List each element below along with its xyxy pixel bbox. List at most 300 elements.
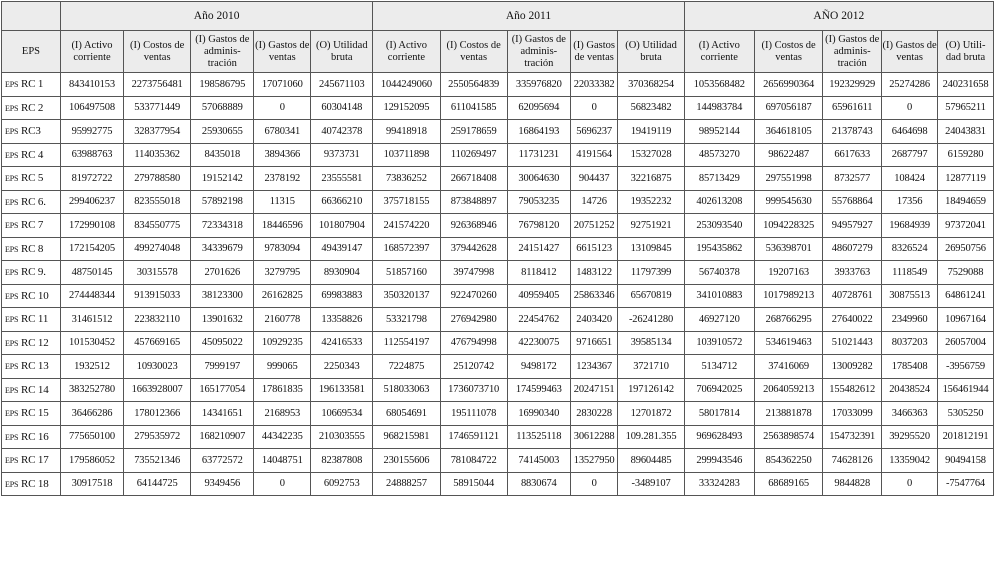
value-cell: 268766295 <box>754 308 822 332</box>
value-cell: 81972722 <box>60 167 123 191</box>
row-label-cell <box>2 331 61 355</box>
value-cell: 98952144 <box>684 120 754 144</box>
value-cell: 40742378 <box>311 120 373 144</box>
row-label-cell <box>2 449 61 473</box>
value-cell: 14048751 <box>254 449 311 473</box>
value-cell: 179586052 <box>60 449 123 473</box>
value-cell: 18494659 <box>938 190 994 214</box>
value-cell: 48607279 <box>823 237 882 261</box>
row-label: RC 9. <box>20 266 46 279</box>
value-cell: 56823482 <box>618 96 684 120</box>
value-cell: 94957927 <box>823 214 882 238</box>
value-cell: 9716651 <box>570 331 618 355</box>
table-row <box>2 308 994 332</box>
value-cell: 89604485 <box>618 449 684 473</box>
row-label-cell <box>2 472 61 496</box>
value-cell: 26162825 <box>254 284 311 308</box>
value-cell: 99418918 <box>373 120 440 144</box>
row-label-cell <box>2 96 61 120</box>
value-cell: 39747998 <box>440 261 507 285</box>
table-row <box>2 96 994 120</box>
value-cell: 8118412 <box>507 261 570 285</box>
value-cell: 112554197 <box>373 331 440 355</box>
value-cell: 24043831 <box>938 120 994 144</box>
value-cell: 196133581 <box>311 378 373 402</box>
value-cell: 21378743 <box>823 120 882 144</box>
table-row <box>2 378 994 402</box>
value-cell: 101530452 <box>60 331 123 355</box>
year-header-2012: AÑO 2012 <box>684 2 993 31</box>
value-cell: 0 <box>254 472 311 496</box>
year-header-2011: Año 2011 <box>373 2 684 31</box>
eps-prefix: EPS <box>5 315 19 325</box>
value-cell: 68689165 <box>754 472 822 496</box>
value-cell: 370368254 <box>618 73 684 97</box>
value-cell: 3894366 <box>254 143 311 167</box>
value-cell: 64144725 <box>124 472 191 496</box>
value-cell: 0 <box>570 96 618 120</box>
value-cell: 8435018 <box>191 143 254 167</box>
value-cell: 20751252 <box>570 214 618 238</box>
value-cell: 1044249060 <box>373 73 440 97</box>
value-cell: 19684939 <box>882 214 938 238</box>
row-label: RC 17 <box>20 454 49 467</box>
value-cell: 1932512 <box>60 355 123 379</box>
value-cell: 17033099 <box>823 402 882 426</box>
row-label: RC 14 <box>20 383 49 396</box>
value-cell: 16864193 <box>507 120 570 144</box>
value-cell: 92751921 <box>618 214 684 238</box>
value-cell: 2064059213 <box>754 378 822 402</box>
value-cell: 172154205 <box>60 237 123 261</box>
value-cell: 36466286 <box>60 402 123 426</box>
value-cell: 457669165 <box>124 331 191 355</box>
value-cell: 51021443 <box>823 331 882 355</box>
value-cell: 241574220 <box>373 214 440 238</box>
column-header: (I) Gastos de ventas <box>570 31 618 73</box>
value-cell: 5305250 <box>938 402 994 426</box>
value-cell: 5134712 <box>684 355 754 379</box>
value-cell: -26241280 <box>618 308 684 332</box>
row-label-cell <box>2 402 61 426</box>
value-cell: 253093540 <box>684 214 754 238</box>
value-cell: 51857160 <box>373 261 440 285</box>
column-header: (I) Costos de ventas <box>440 31 507 73</box>
value-cell: 39585134 <box>618 331 684 355</box>
value-cell: 73836252 <box>373 167 440 191</box>
value-cell: 108424 <box>882 167 938 191</box>
row-label: RC 5 <box>20 172 44 185</box>
value-cell: 57892198 <box>191 190 254 214</box>
value-cell: 10929235 <box>254 331 311 355</box>
value-cell: 8830674 <box>507 472 570 496</box>
value-cell: 198586795 <box>191 73 254 97</box>
table-row <box>2 402 994 426</box>
value-cell: 103910572 <box>684 331 754 355</box>
value-cell: 1785408 <box>882 355 938 379</box>
value-cell: 114035362 <box>124 143 191 167</box>
value-cell: 10930023 <box>124 355 191 379</box>
value-cell: 42416533 <box>311 331 373 355</box>
value-cell: 57965211 <box>938 96 994 120</box>
row-label: RC 4 <box>20 148 44 161</box>
value-cell: 9373731 <box>311 143 373 167</box>
value-cell: 4191564 <box>570 143 618 167</box>
value-cell: 13358826 <box>311 308 373 332</box>
column-header: (I) Gastos de adminis-tración <box>823 31 882 73</box>
column-header: (I) Gastos de ventas <box>254 31 311 73</box>
value-cell: 154732391 <box>823 425 882 449</box>
value-cell: 2349960 <box>882 308 938 332</box>
value-cell: 65670819 <box>618 284 684 308</box>
value-cell: 3466363 <box>882 402 938 426</box>
value-cell: 30917518 <box>60 472 123 496</box>
value-cell: 775650100 <box>60 425 123 449</box>
eps-prefix: EPS <box>5 197 19 207</box>
value-cell: 48573270 <box>684 143 754 167</box>
value-cell: 2168953 <box>254 402 311 426</box>
row-label-cell <box>2 308 61 332</box>
value-cell: 101807904 <box>311 214 373 238</box>
value-cell: 2656990364 <box>754 73 822 97</box>
table-row <box>2 73 994 97</box>
row-label: RC 7 <box>20 219 44 232</box>
value-cell: 379442628 <box>440 237 507 261</box>
value-cell: 536398701 <box>754 237 822 261</box>
value-cell: 58915044 <box>440 472 507 496</box>
financial-data-table <box>1 1 994 496</box>
value-cell: 17356 <box>882 190 938 214</box>
row-label-cell <box>2 378 61 402</box>
value-cell: 156461944 <box>938 378 994 402</box>
value-cell: 854362250 <box>754 449 822 473</box>
value-cell: 6159280 <box>938 143 994 167</box>
value-cell: 90494158 <box>938 449 994 473</box>
eps-prefix: EPS <box>5 150 19 160</box>
value-cell: 15327028 <box>618 143 684 167</box>
value-cell: 299943546 <box>684 449 754 473</box>
row-label-cell <box>2 284 61 308</box>
value-cell: 341010883 <box>684 284 754 308</box>
value-cell: 279788580 <box>124 167 191 191</box>
value-cell: 0 <box>570 472 618 496</box>
value-cell: 57068889 <box>191 96 254 120</box>
row-label-cell <box>2 237 61 261</box>
value-cell: 3933763 <box>823 261 882 285</box>
value-cell: 1094228325 <box>754 214 822 238</box>
value-cell: 144983784 <box>684 96 754 120</box>
row-label: RC 13 <box>20 360 49 373</box>
value-cell: 9844828 <box>823 472 882 496</box>
value-cell: 213881878 <box>754 402 822 426</box>
value-cell: 106497508 <box>60 96 123 120</box>
value-cell: 23555581 <box>311 167 373 191</box>
value-cell: 383252780 <box>60 378 123 402</box>
value-cell: 1118549 <box>882 261 938 285</box>
value-cell: 12877119 <box>938 167 994 191</box>
value-cell: 3279795 <box>254 261 311 285</box>
row-label-cell <box>2 167 61 191</box>
value-cell: 9498172 <box>507 355 570 379</box>
value-cell: 19419119 <box>618 120 684 144</box>
value-cell: 24151427 <box>507 237 570 261</box>
value-cell: 37416069 <box>754 355 822 379</box>
value-cell: 6092753 <box>311 472 373 496</box>
value-cell: 25863346 <box>570 284 618 308</box>
value-cell: 82387808 <box>311 449 373 473</box>
value-cell: 25930655 <box>191 120 254 144</box>
value-cell: 79053235 <box>507 190 570 214</box>
eps-prefix: EPS <box>5 103 19 113</box>
value-cell: 1234367 <box>570 355 618 379</box>
value-cell: 30612288 <box>570 425 618 449</box>
value-cell: 2403420 <box>570 308 618 332</box>
value-cell: 1736073710 <box>440 378 507 402</box>
value-cell: 72334318 <box>191 214 254 238</box>
column-header: (I) Activo corriente <box>60 31 123 73</box>
value-cell: 2687797 <box>882 143 938 167</box>
table-row <box>2 237 994 261</box>
value-cell: 44342235 <box>254 425 311 449</box>
value-cell: 279535972 <box>124 425 191 449</box>
value-cell: 999545630 <box>754 190 822 214</box>
value-cell: 999065 <box>254 355 311 379</box>
value-cell: 873848897 <box>440 190 507 214</box>
value-cell: 2701626 <box>191 261 254 285</box>
table-row <box>2 425 994 449</box>
column-header: (I) Costos de ventas <box>754 31 822 73</box>
eps-prefix: EPS <box>5 432 19 442</box>
value-cell: 2378192 <box>254 167 311 191</box>
row-label-cell <box>2 190 61 214</box>
value-cell: 40959405 <box>507 284 570 308</box>
value-cell: 113525118 <box>507 425 570 449</box>
value-cell: 7999197 <box>191 355 254 379</box>
row-label: RC 16 <box>20 430 49 443</box>
value-cell: 299406237 <box>60 190 123 214</box>
table-row <box>2 190 994 214</box>
value-cell: 0 <box>882 96 938 120</box>
eps-prefix: EPS <box>5 268 19 278</box>
value-cell: 85713429 <box>684 167 754 191</box>
value-cell: 1746591121 <box>440 425 507 449</box>
value-cell: 49439147 <box>311 237 373 261</box>
value-cell: 64861241 <box>938 284 994 308</box>
value-cell: 328377954 <box>124 120 191 144</box>
column-header: (I) Costos de ventas <box>124 31 191 73</box>
value-cell: 6780341 <box>254 120 311 144</box>
value-cell: 781084722 <box>440 449 507 473</box>
value-cell: 926368946 <box>440 214 507 238</box>
eps-prefix: EPS <box>5 291 19 301</box>
value-cell: 20247151 <box>570 378 618 402</box>
value-cell: -7547764 <box>938 472 994 496</box>
column-header: (O) Utilidad bruta <box>618 31 684 73</box>
value-cell: 2160778 <box>254 308 311 332</box>
value-cell: 11315 <box>254 190 311 214</box>
value-cell: 18446596 <box>254 214 311 238</box>
value-cell: 1017989213 <box>754 284 822 308</box>
value-cell: 2250343 <box>311 355 373 379</box>
value-cell: 245671103 <box>311 73 373 97</box>
value-cell: 48750145 <box>60 261 123 285</box>
table-row <box>2 214 994 238</box>
value-cell: 913915033 <box>124 284 191 308</box>
value-cell: 274448344 <box>60 284 123 308</box>
value-cell: 1663928007 <box>124 378 191 402</box>
value-cell: 10967164 <box>938 308 994 332</box>
row-label-cell <box>2 143 61 167</box>
value-cell: 6615123 <box>570 237 618 261</box>
eps-prefix: EPS <box>5 385 19 395</box>
value-cell: 129152095 <box>373 96 440 120</box>
value-cell: 109.281.355 <box>618 425 684 449</box>
value-cell: 223832110 <box>124 308 191 332</box>
value-cell: 14341651 <box>191 402 254 426</box>
value-cell: 165177054 <box>191 378 254 402</box>
column-header: (O) Utili-dad bruta <box>938 31 994 73</box>
column-header: (O) Utilidad bruta <box>311 31 373 73</box>
table-row <box>2 261 994 285</box>
value-cell: 968215981 <box>373 425 440 449</box>
value-cell: 25274286 <box>882 73 938 97</box>
value-cell: 8732577 <box>823 167 882 191</box>
value-cell: 97372041 <box>938 214 994 238</box>
value-cell: 16990340 <box>507 402 570 426</box>
row-label-cell <box>2 120 61 144</box>
value-cell: 276942980 <box>440 308 507 332</box>
eps-column-header: EPS <box>2 31 61 73</box>
value-cell: 22033382 <box>570 73 618 97</box>
year-header-2010: Año 2010 <box>60 2 372 31</box>
value-cell: 12701872 <box>618 402 684 426</box>
eps-prefix: EPS <box>5 409 19 419</box>
value-cell: 3721710 <box>618 355 684 379</box>
value-cell: 195435862 <box>684 237 754 261</box>
value-cell: 2830228 <box>570 402 618 426</box>
eps-prefix: EPS <box>5 362 19 372</box>
table-row <box>2 120 994 144</box>
value-cell: 6464698 <box>882 120 938 144</box>
eps-prefix: EPS <box>5 174 19 184</box>
value-cell: 6617633 <box>823 143 882 167</box>
value-cell: 735521346 <box>124 449 191 473</box>
value-cell: 476794998 <box>440 331 507 355</box>
value-cell: 30875513 <box>882 284 938 308</box>
value-cell: 843410153 <box>60 73 123 97</box>
value-cell: 63988763 <box>60 143 123 167</box>
value-cell: 33324283 <box>684 472 754 496</box>
value-cell: 350320137 <box>373 284 440 308</box>
value-cell: 969628493 <box>684 425 754 449</box>
value-cell: 9783094 <box>254 237 311 261</box>
eps-prefix: EPS <box>5 80 19 90</box>
value-cell: 7529088 <box>938 261 994 285</box>
column-header: (I) Activo corriente <box>373 31 440 73</box>
row-label: RC 11 <box>20 313 49 326</box>
value-cell: 65961611 <box>823 96 882 120</box>
value-cell: 11797399 <box>618 261 684 285</box>
value-cell: 27640022 <box>823 308 882 332</box>
value-cell: 68054691 <box>373 402 440 426</box>
value-cell: 335976820 <box>507 73 570 97</box>
value-cell: 240231658 <box>938 73 994 97</box>
row-label: RC 10 <box>20 289 49 302</box>
value-cell: 19352232 <box>618 190 684 214</box>
value-cell: 7224875 <box>373 355 440 379</box>
value-cell: 55768864 <box>823 190 882 214</box>
value-cell: -3489107 <box>618 472 684 496</box>
eps-prefix: EPS <box>5 479 19 489</box>
value-cell: 11731231 <box>507 143 570 167</box>
value-cell: 611041585 <box>440 96 507 120</box>
value-cell: 17071060 <box>254 73 311 97</box>
value-cell: 13527950 <box>570 449 618 473</box>
value-cell: 402613208 <box>684 190 754 214</box>
value-cell: 195111078 <box>440 402 507 426</box>
table-row <box>2 284 994 308</box>
row-label: RC 1 <box>20 78 44 91</box>
value-cell: 2563898574 <box>754 425 822 449</box>
value-cell: 13901632 <box>191 308 254 332</box>
value-cell: 2273756481 <box>124 73 191 97</box>
row-label-cell <box>2 425 61 449</box>
value-cell: 10669534 <box>311 402 373 426</box>
value-cell: 230155606 <box>373 449 440 473</box>
eps-prefix: EPS <box>5 221 19 231</box>
value-cell: 197126142 <box>618 378 684 402</box>
value-cell: 26057004 <box>938 331 994 355</box>
value-cell: 42230075 <box>507 331 570 355</box>
table-row <box>2 167 994 191</box>
value-cell: 0 <box>882 472 938 496</box>
value-cell: 904437 <box>570 167 618 191</box>
value-cell: 259178659 <box>440 120 507 144</box>
value-cell: 74145003 <box>507 449 570 473</box>
value-cell: 62095694 <box>507 96 570 120</box>
table-body <box>2 73 994 496</box>
value-cell: 13009282 <box>823 355 882 379</box>
row-label-cell <box>2 355 61 379</box>
value-cell: 31461512 <box>60 308 123 332</box>
column-header: (I) Gastos de adminis-tración <box>191 31 254 73</box>
value-cell: 22454762 <box>507 308 570 332</box>
value-cell: 297551998 <box>754 167 822 191</box>
value-cell: 5696237 <box>570 120 618 144</box>
value-cell: -3956759 <box>938 355 994 379</box>
value-cell: 24888257 <box>373 472 440 496</box>
value-cell: 155482612 <box>823 378 882 402</box>
column-header: (I) Gastos de adminis-tración <box>507 31 570 73</box>
row-label-cell <box>2 214 61 238</box>
row-label-cell <box>2 73 61 97</box>
value-cell: 210303555 <box>311 425 373 449</box>
row-label-cell <box>2 261 61 285</box>
value-cell: 19152142 <box>191 167 254 191</box>
value-cell: 1053568482 <box>684 73 754 97</box>
value-cell: 56740378 <box>684 261 754 285</box>
value-cell: 834550775 <box>124 214 191 238</box>
table-row <box>2 449 994 473</box>
value-cell: 20438524 <box>882 378 938 402</box>
value-cell: 95992775 <box>60 120 123 144</box>
value-cell: 823555018 <box>124 190 191 214</box>
value-cell: 201812191 <box>938 425 994 449</box>
value-cell: 76798120 <box>507 214 570 238</box>
value-cell: 697056187 <box>754 96 822 120</box>
column-header: (I) Gastos de ventas <box>882 31 938 73</box>
value-cell: 364618105 <box>754 120 822 144</box>
